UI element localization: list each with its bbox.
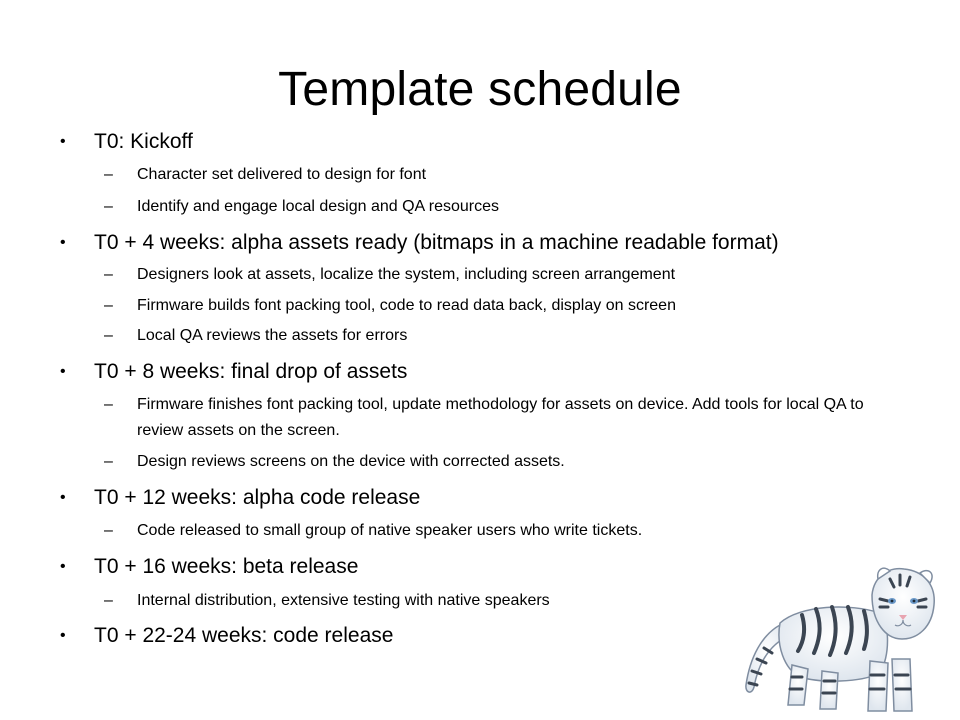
sub-bullet-marker: – [104,297,113,314]
sub-bullet-marker: – [104,198,113,215]
sub-bullet-text: Character set delivered to design for font [137,166,427,183]
bullet-text: T0 + 4 weeks: alpha assets ready (bitmaps in a machine readable format) [94,231,779,254]
sub-bullet-marker: – [104,327,113,344]
bullet-marker: • [60,234,66,251]
sub-bullet-marker: – [104,453,113,470]
sub-bullet-text: Local QA reviews the assets for errors [137,327,408,344]
sub-bullet-text: Firmware finishes font packing tool, update methodology for assets on device. Add tools for local QA to review assets on the screen. [137,396,864,439]
bullet-text: T0 + 16 weeks: beta release [94,555,359,578]
bullet-marker: • [60,489,66,506]
sub-bullet-text: Design reviews screens on the device with corrected assets. [137,453,565,470]
sub-bullet-marker: – [104,266,113,283]
bullet-text: T0 + 8 weeks: final drop of assets [94,360,408,383]
sub-bullet-text: Internal distribution, extensive testing with native speakers [137,592,550,609]
bullet-text: T0 + 22-24 weeks: code release [94,624,394,647]
bullet-marker: • [60,363,66,380]
sub-bullet-text: Code released to small group of native speaker users who write tickets. [137,522,643,539]
white-tiger-cub-illustration [740,565,952,715]
slide-title: Template schedule [278,63,682,116]
sub-bullet-text: Firmware builds font packing tool, code to read data back, display on screen [137,297,676,314]
sub-bullet-marker: – [104,592,113,609]
bullet-marker: • [60,558,66,575]
sub-bullet-text: Designers look at assets, localize the system, including screen arrangement [137,266,676,283]
bullet-marker: • [60,627,66,644]
bullet-text: T0 + 12 weeks: alpha code release [94,486,421,509]
bullet-text: T0: Kickoff [94,130,193,153]
bullet-marker: • [60,133,66,150]
sub-bullet-text: Identify and engage local design and QA resources [137,198,500,215]
sub-bullet-marker: – [104,166,113,183]
sub-bullet-marker: – [104,522,113,539]
sub-bullet-marker: – [104,396,113,413]
